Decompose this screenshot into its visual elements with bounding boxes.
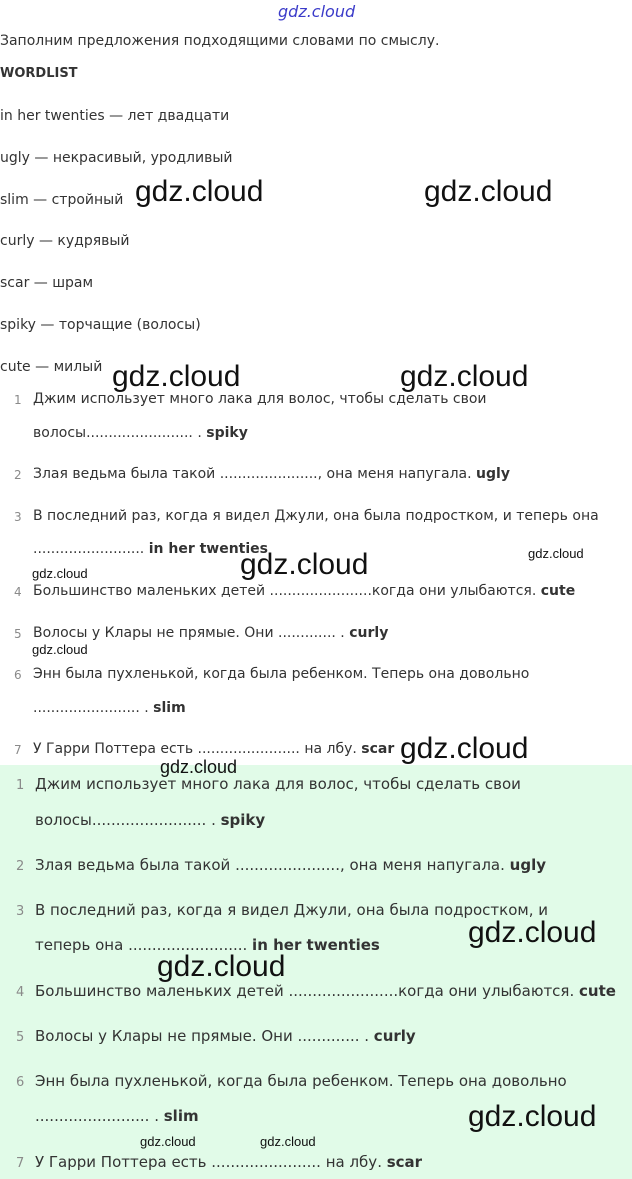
exercise-number: 3	[14, 510, 22, 524]
watermark: gdz.cloud	[400, 732, 529, 765]
exercise-line: В последний раз, когда я видел Джули, она была подростком, и	[35, 901, 549, 919]
exercise-line: У Гарри Поттера есть ....................... на лбу. scar	[35, 1153, 423, 1171]
wordlist-item: scar — шрам	[0, 275, 94, 291]
exercise-number: 5	[16, 1030, 25, 1045]
exercise-line: Большинство маленьких детей .......................когда они улыбаются. cute	[35, 982, 616, 1000]
answer: ugly	[509, 856, 547, 874]
answer: in her twenties	[148, 541, 269, 557]
exercise-number: 1	[14, 393, 22, 407]
answer: scar	[386, 1153, 423, 1171]
exercise-line: Злая ведьма была такой ......................, она меня напугала. ugly	[35, 856, 547, 874]
watermark-top: gdz.cloud	[278, 2, 356, 21]
watermark: gdz.cloud	[157, 950, 286, 983]
exercise-line: теперь она ......................... in her twenties	[35, 936, 380, 954]
exercise-number: 1	[16, 778, 25, 793]
wordlist-item: curly — кудрявый	[0, 233, 130, 249]
answer: cute	[540, 583, 576, 599]
answer: slim	[163, 1107, 199, 1125]
intro-text: Заполним предложения подходящими словами по смыслу.	[0, 33, 440, 49]
answer: cute	[579, 982, 616, 1000]
exercise-line: Джим использует много лака для волос, чтобы сделать свои	[33, 391, 487, 407]
answer: scar	[361, 741, 395, 757]
watermark: gdz.cloud	[140, 1134, 196, 1149]
exercise-number: 4	[14, 585, 22, 599]
watermark: gdz.cloud	[528, 546, 584, 561]
wordlist-title: WORDLIST	[0, 66, 78, 81]
exercise-line: ........................ . slim	[33, 700, 186, 716]
exercise-line: волосы........................ . spiky	[35, 811, 266, 829]
watermark: gdz.cloud	[160, 757, 238, 777]
exercise-line: В последний раз, когда я видел Джули, она была подростком, и теперь она	[33, 508, 599, 524]
watermark: gdz.cloud	[135, 175, 264, 208]
watermark: gdz.cloud	[424, 175, 553, 208]
watermark: gdz.cloud	[260, 1134, 316, 1149]
exercise-line: Джим использует много лака для волос, чтобы сделать свои	[35, 775, 521, 793]
exercise-line: Большинство маленьких детей .......................когда они улыбаются. cute	[33, 583, 576, 599]
answer: spiky	[206, 425, 248, 441]
exercise-number: 7	[14, 743, 22, 757]
answer: ugly	[476, 466, 510, 482]
exercise-line: ........................ . slim	[35, 1107, 199, 1125]
answer: spiky	[220, 811, 266, 829]
exercise-line: волосы........................ . spiky	[33, 425, 248, 441]
wordlist-item: ugly — некрасивый, уродливый	[0, 150, 233, 166]
exercise-line: Энн была пухленькой, когда была ребенком. Теперь она довольно	[35, 1072, 567, 1090]
watermark: gdz.cloud	[112, 360, 241, 393]
answer: in her twenties	[252, 936, 380, 954]
exercise-number: 2	[16, 859, 25, 874]
wordlist-item: slim — стройный	[0, 192, 124, 208]
answer: curly	[373, 1027, 416, 1045]
exercise-line: ......................... in her twenties	[33, 541, 269, 557]
watermark: gdz.cloud	[240, 548, 369, 581]
wordlist-item: spiky — торчащие (волосы)	[0, 317, 201, 333]
exercise-number: 6	[16, 1075, 25, 1090]
exercise-number: 5	[14, 627, 22, 641]
exercise-line: Волосы у Клары не прямые. Они ............. . curly	[33, 625, 389, 641]
wordlist-item: cute — милый	[0, 359, 103, 375]
exercise-number: 2	[14, 468, 22, 482]
watermark: gdz.cloud	[32, 642, 88, 657]
answer: curly	[349, 625, 389, 641]
exercise-number: 6	[14, 668, 22, 682]
watermark: gdz.cloud	[400, 360, 529, 393]
exercise-number: 7	[16, 1156, 25, 1171]
exercise-line: Волосы у Клары не прямые. Они ............. . curly	[35, 1027, 416, 1045]
exercise-line: У Гарри Поттера есть ....................... на лбу. scar	[33, 741, 395, 757]
watermark: gdz.cloud	[32, 566, 88, 581]
watermark: gdz.cloud	[468, 1100, 597, 1133]
watermark: gdz.cloud	[468, 916, 597, 949]
exercise-number: 4	[16, 985, 25, 1000]
answer: slim	[153, 700, 186, 716]
exercise-line: Злая ведьма была такой ......................, она меня напугала. ugly	[33, 466, 510, 482]
wordlist-item: in her twenties — лет двадцати	[0, 108, 230, 124]
exercise-number: 3	[16, 904, 25, 919]
exercise-line: Энн была пухленькой, когда была ребенком. Теперь она довольно	[33, 666, 530, 682]
